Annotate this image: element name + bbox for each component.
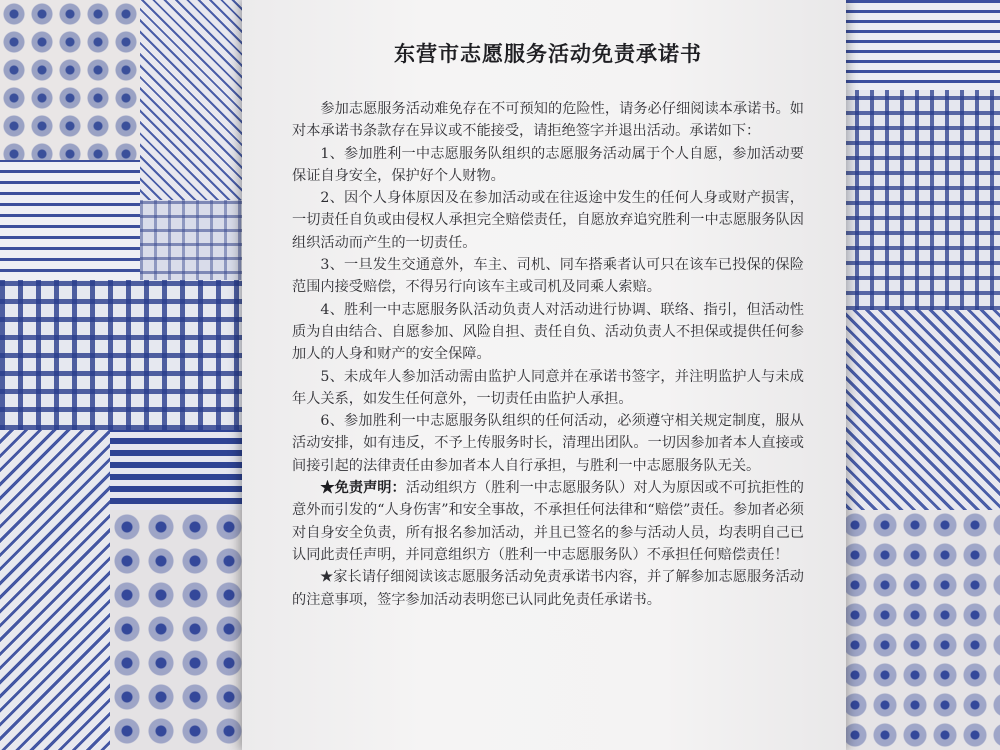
document-sheet [242, 0, 846, 750]
fabric-background [0, 280, 250, 430]
clause-2: 2、因个人身体原因及在参加活动或在往返途中发生的任何人身或财产损害，一切责任自负或由侵权人承担完全赔偿责任，自愿放弃追究胜利一中志愿服务队因组织活动而产生的一切责任。 [292, 190, 804, 251]
star-icon: ★ [320, 569, 334, 586]
fabric-background [0, 160, 140, 280]
fabric-background [110, 430, 250, 510]
disclaimer-heading: ★免责声明： [320, 480, 406, 497]
clause-3: 3、一旦发生交通意外，车主、司机、同车搭乘者认可只在该车已投保的保险范围内接受赔偿，不得另行向该车主或司机及同乘人索赔。 [292, 257, 804, 296]
fabric-background [140, 0, 250, 200]
fabric-background [840, 90, 1000, 310]
fabric-background [0, 430, 110, 750]
clause-4: 4、胜利一中志愿服务队活动负责人对活动进行协调、联络、指引，但活动性质为自由结合、自愿参加、风险自担、责任自负、活动负责人不担保或提供任何参加人的人身和财产的安全保障。 [292, 301, 804, 363]
disclaimer-text: 活动组织方（胜利一中志愿服务队）对人为原因或不可抗拒性的意外而引发的“人身伤害”和安全事故，不承担任何法律和“赔偿”责任。参加者必须对自身安全负责，所有报名参加活动，并且已签名的参与活动人员，均表明自己已认同此责任声明，并同意组织方（胜利一中志愿服务队）不承担任何赔偿责任！ [292, 480, 804, 563]
clause-5: 5、未成年人参加活动需由监护人同意并在承诺书签字，并注明监护人与未成年人关系，如发生任何意外，一切责任由监护人承担。 [292, 368, 804, 407]
parent-note-paragraph [292, 566, 804, 611]
fabric-background [840, 0, 1000, 90]
clause-6: 6、参加胜利一中志愿服务队组织的任何活动，必须遵守相关规定制度，服从活动安排，如有违反，不予上传服务时长，清理出团队。一切因参加者本人直接或间接引起的法律责任由参加者本人自行承担，与胜利一中志愿服务队无关。 [292, 413, 804, 474]
intro-paragraph: 参加志愿服务活动难免存在不可预知的危险性，请务必仔细阅读本承诺书。如对本承诺书条款存在异议或不能接受，请拒绝签字并退出活动。承诺如下： [292, 101, 804, 140]
clause-1: 1、参加胜利一中志愿服务队组织的志愿服务活动属于个人自愿，参加活动要保证自身安全，保护好个人财物。 [292, 145, 804, 184]
fabric-background [840, 310, 1000, 510]
fabric-background [840, 510, 1000, 750]
fabric-background [110, 510, 250, 750]
fabric-background [0, 0, 140, 160]
disclaimer-paragraph [292, 477, 804, 566]
document-title: 东营市志愿服务活动免责承诺书 [394, 41, 702, 66]
parent-note-text: 家长请仔细阅读该志愿服务活动免责承诺书内容，并了解参加志愿服务活动的注意事项，签字参加活动表明您已认同此免责任承诺书。 [292, 569, 804, 608]
